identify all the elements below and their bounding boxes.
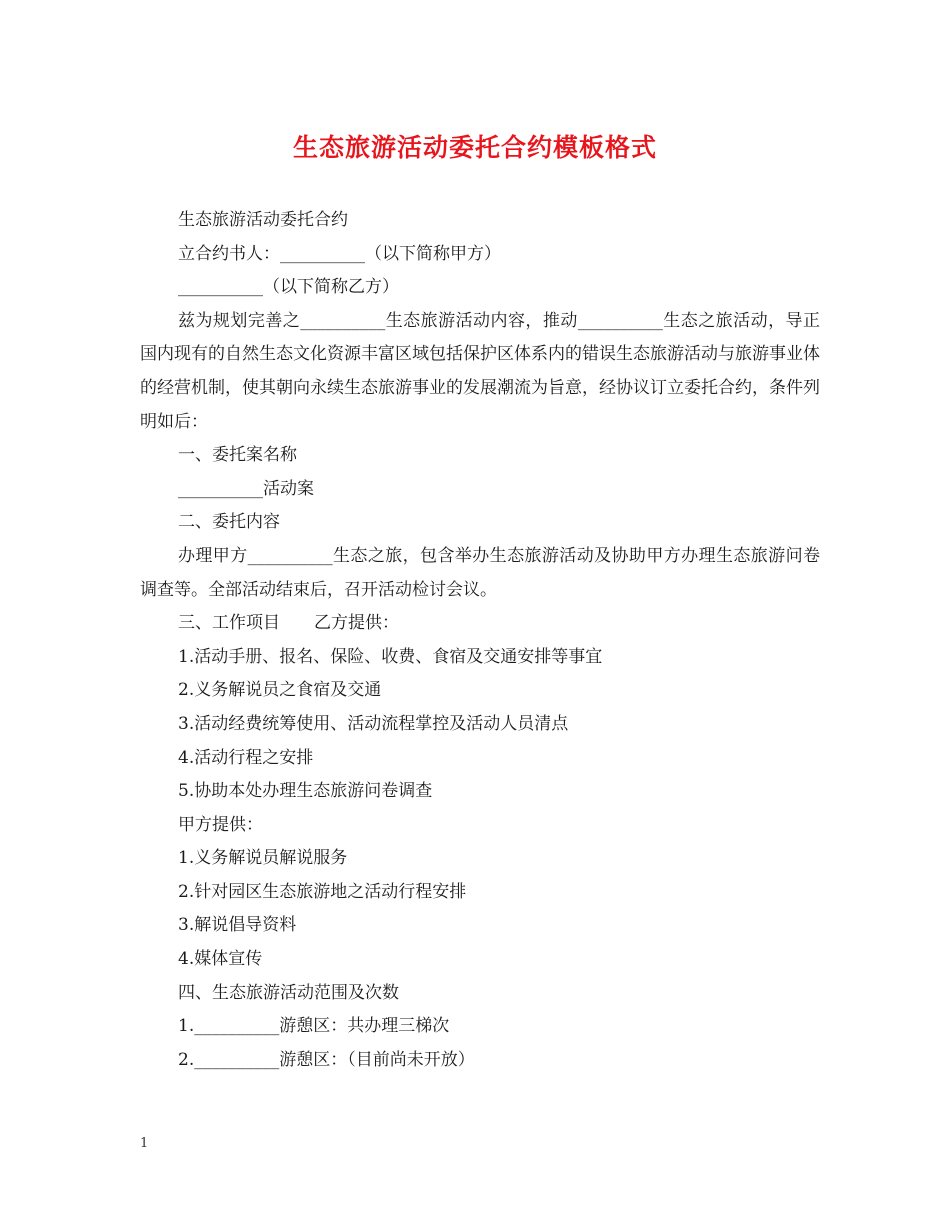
section-heading: 二、委托内容 (178, 512, 280, 533)
paragraph: __________活动案 (178, 478, 314, 499)
section-heading: 一、委托案名称 (178, 445, 297, 466)
paragraph: 生态旅游活动委托合约 (178, 210, 348, 230)
list-item: 1.活动手册、报名、保险、收费、食宿及交通安排等事宜 (178, 646, 603, 667)
list-item: 4.活动行程之安排 (178, 747, 314, 768)
paragraph: 立合约书人：__________（以下简称甲方） (178, 243, 501, 264)
list-item: 3.活动经费统筹使用、活动流程掌控及活动人员清点 (178, 713, 569, 734)
list-item: 2.义务解说员之食宿及交通 (178, 680, 382, 701)
list-item: 3.解说倡导资料 (178, 915, 297, 936)
list-item: 4.媒体宣传 (178, 949, 263, 970)
paragraph: 办理甲方__________生态之旅，包含举办生态旅游活动及协助甲方办理生态旅游问卷调查等。全部活动结束后，召开活动检讨会议。 (140, 545, 820, 600)
document-body (140, 204, 820, 1077)
paragraph: 兹为规划完善之__________生态旅游活动内容，推动__________生态之旅活动，导正国内现有的自然生态文化资源丰富区域包括保护区体系内的错误生态旅游活动与旅游事业体的经营机制，使其朝向永续生态旅游事业的发展潮流为旨意，经协议订立委托合约，条件列明如后： (140, 310, 820, 432)
list-item: 1.__________游憩区：共办理三梯次 (178, 1016, 450, 1037)
page-number: 1 (140, 1136, 149, 1151)
paragraph: __________（以下简称乙方） (178, 277, 399, 298)
section-heading: 三、工作项目 乙方提供： (178, 613, 399, 634)
document-title: 生态旅游活动委托合约模板格式 (292, 133, 657, 162)
list-item: 5.协助本处办理生态旅游问卷调查 (178, 781, 433, 802)
section-heading: 四、生态旅游活动范围及次数 (178, 982, 399, 1003)
paragraph: 甲方提供： (178, 814, 263, 835)
list-item: 2.针对园区生态旅游地之活动行程安排 (178, 881, 467, 902)
list-item: 1.义务解说员解说服务 (178, 848, 348, 869)
list-item: 2.__________游憩区：（目前尚未开放） (178, 1049, 475, 1070)
